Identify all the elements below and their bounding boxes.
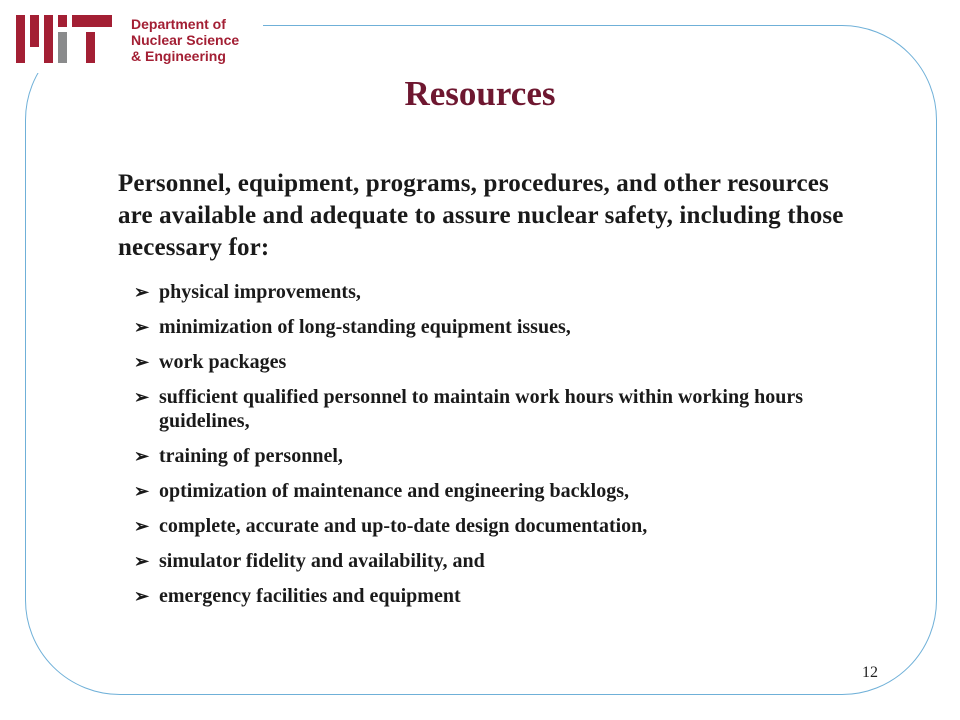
arrow-bullet-icon: ➢ [134,317,150,337]
arrow-bullet-icon: ➢ [134,352,150,372]
arrow-bullet-icon: ➢ [134,387,150,407]
department-line-2: Nuclear Science [131,32,240,48]
list-item-text: complete, accurate and up-to-date design documentation, [159,515,648,537]
list-item [134,479,864,503]
list-item-text: minimization of long-standing equipment issues, [159,316,571,338]
arrow-bullet-icon: ➢ [134,551,150,571]
list-item [134,315,864,339]
page-number: 12 [862,664,878,681]
list-item-text: optimization of maintenance and engineering backlogs, [159,480,630,502]
arrow-bullet-icon: ➢ [134,586,150,606]
list-item-text: training of personnel, [159,445,343,467]
mit-nse-logo [13,13,263,73]
list-item-text: emergency facilities and equipment [159,585,461,607]
list-item [134,549,864,573]
list-item [134,385,864,433]
list-item-text: work packages [159,351,287,373]
arrow-bullet-icon: ➢ [134,516,150,536]
list-item-text: physical improvements, [159,281,361,303]
department-line-3: & Engineering [131,48,226,64]
list-item [134,584,864,608]
intro-paragraph: Personnel, equipment, programs, procedures, and other resources are available and adequate to assure nuclear safety, including those necessary for: [118,170,844,261]
department-name [131,16,239,64]
list-item [134,280,864,304]
list-item [134,514,864,538]
department-line-1: Department of [131,16,226,32]
list-item [134,444,864,468]
arrow-bullet-icon: ➢ [134,282,150,302]
slide-title: Resources [404,74,556,113]
list-item [134,350,864,374]
arrow-bullet-icon: ➢ [134,446,150,466]
resource-list [134,280,864,619]
list-item-text: sufficient qualified personnel to maintain work hours within working hours guidelines, [159,386,803,432]
arrow-bullet-icon: ➢ [134,481,150,501]
list-item-text: simulator fidelity and availability, and [159,550,485,572]
mit-logo-icon [13,15,118,65]
